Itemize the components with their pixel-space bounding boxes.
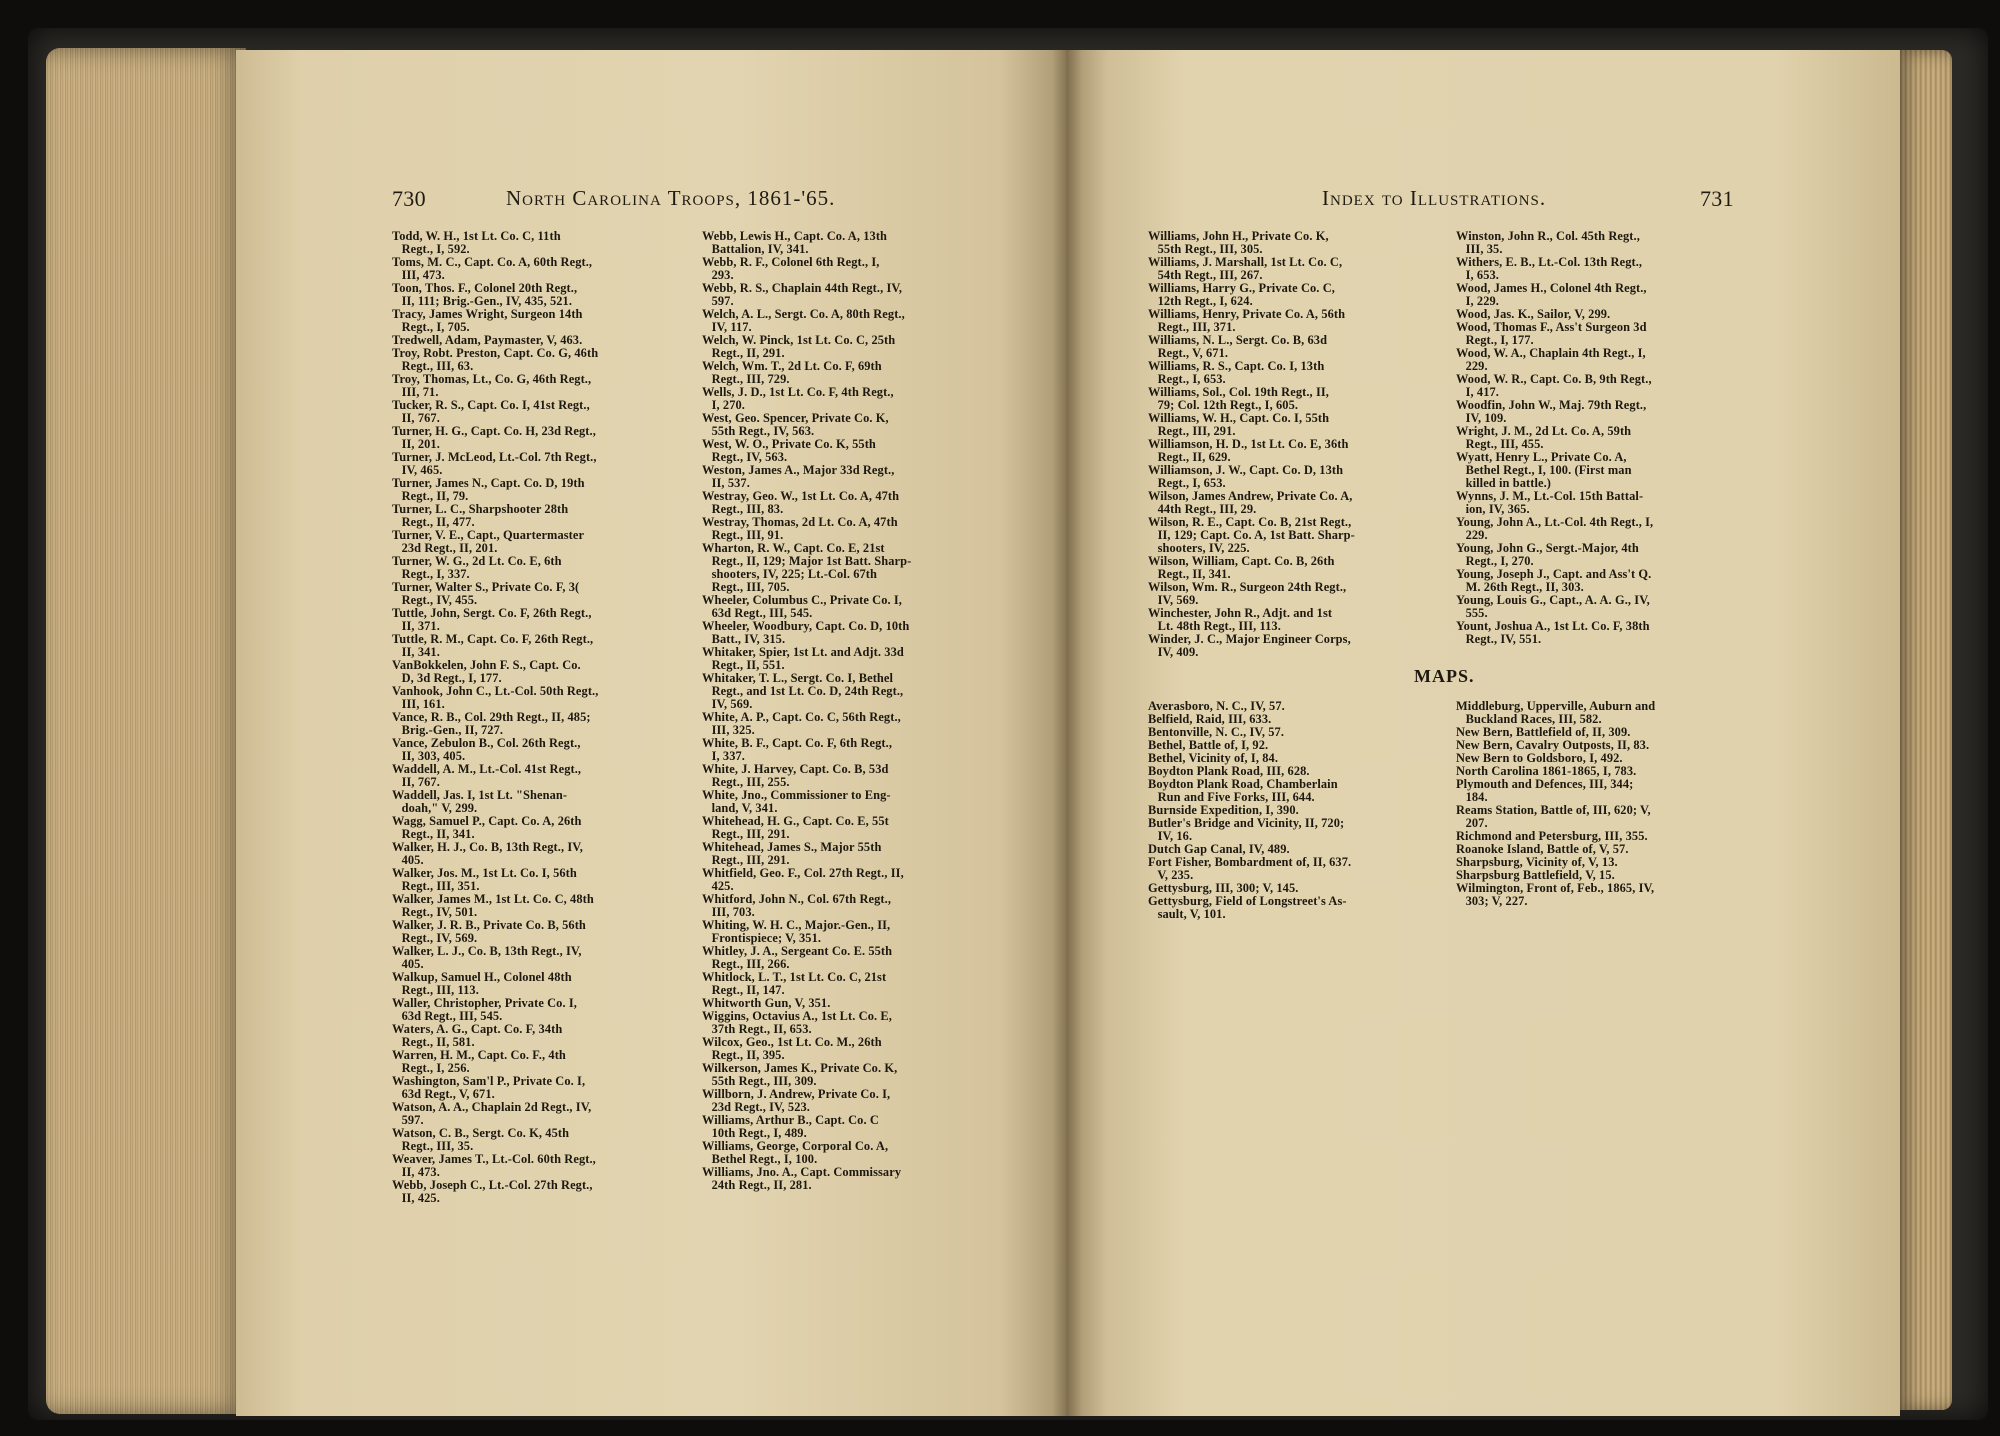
index-entry: Dutch Gap Canal, IV, 489. — [1148, 842, 1290, 856]
index-entry: Woodfin, John W., Maj. 79th Regt., IV, 109. — [1456, 398, 1647, 425]
index-entry: VanBokkelen, John F. S., Capt. Co. D, 3d Regt., I, 177. — [392, 658, 581, 685]
index-entry: Williamson, H. D., 1st Lt. Co. E, 36th Regt., II, 629. — [1148, 437, 1349, 464]
index-entry: Weston, James A., Major 33d Regt., II, 537. — [702, 463, 895, 490]
index-entry: New Bern, Cavalry Outposts, II, 83. — [1456, 738, 1650, 752]
index-entry: Gettysburg, Field of Longstreet's As- sault, V, 101. — [1148, 894, 1347, 921]
index-entry: Winchester, John R., Adjt. and 1st Lt. 48th Regt., III, 113. — [1148, 606, 1333, 633]
index-entry: Averasboro, N. C., IV, 57. — [1148, 699, 1285, 713]
index-entry: Turner, W. G., 2d Lt. Co. E, 6th Regt., I, 337. — [392, 554, 562, 581]
index-entry: Yount, Joshua A., 1st Lt. Co. F, 38th Regt., IV, 551. — [1456, 619, 1650, 646]
index-entry: Wilson, Wm. R., Surgeon 24th Regt., IV, 569. — [1148, 580, 1347, 607]
index-entry: Turner, James N., Capt. Co. D, 19th Regt., II, 79. — [392, 476, 585, 503]
index-entry: Whitehead, James S., Major 55th Regt., III, 291. — [702, 840, 882, 867]
index-entry: Winder, J. C., Major Engineer Corps, IV, 409. — [1148, 632, 1351, 659]
maps-column-1 — [1148, 700, 1438, 921]
index-entry: Turner, H. G., Capt. Co. H, 23d Regt., II, 201. — [392, 424, 596, 451]
right-running-title: Index to Illustrations. — [1322, 186, 1547, 210]
maps-column-2 — [1456, 700, 1746, 908]
index-entry: Waters, A. G., Capt. Co. F, 34th Regt., II, 581. — [392, 1022, 563, 1049]
index-entry: Whitfield, Geo. F., Col. 27th Regt., II, 425. — [702, 866, 904, 893]
index-entry: Gettysburg, III, 300; V, 145. — [1148, 881, 1299, 895]
page-edges-right — [1896, 50, 1952, 1410]
index-entry: Wagg, Samuel P., Capt. Co. A, 26th Regt., II, 341. — [392, 814, 582, 841]
index-entry: Boydton Plank Road, Chamberlain Run and Five Forks, III, 644. — [1148, 777, 1338, 804]
page-edges-left — [46, 48, 246, 1414]
index-entry: Tredwell, Adam, Paymaster, V, 463. — [392, 333, 583, 347]
index-entry: White, J. Harvey, Capt. Co. B, 53d Regt., III, 255. — [702, 762, 889, 789]
index-entry: Williams, John H., Private Co. K, 55th Regt., III, 305. — [1148, 229, 1329, 256]
index-entry: Wiggins, Octavius A., 1st Lt. Co. E, 37th Regt., II, 653. — [702, 1009, 892, 1036]
index-entry: Wilson, James Andrew, Private Co. A, 44th Regt., III, 29. — [1148, 489, 1353, 516]
index-entry: Todd, W. H., 1st Lt. Co. C, 11th Regt., I, 592. — [392, 229, 561, 256]
index-entry: Tracy, James Wright, Surgeon 14th Regt., I, 705. — [392, 307, 583, 334]
index-entry: Plymouth and Defences, III, 344; 184. — [1456, 777, 1634, 804]
index-entry: Wheeler, Woodbury, Capt. Co. D, 10th Batt., IV, 315. — [702, 619, 910, 646]
index-entry: Wilcox, Geo., 1st Lt. Co. M., 26th Regt., II, 395. — [702, 1035, 882, 1062]
index-entry: Wright, J. M., 2d Lt. Co. A, 59th Regt., III, 455. — [1456, 424, 1632, 451]
right-index-column-2 — [1456, 230, 1746, 646]
index-entry: Weaver, James T., Lt.-Col. 60th Regt., II, 473. — [392, 1152, 596, 1179]
index-entry: Whitworth Gun, V, 351. — [702, 996, 831, 1010]
book-gutter — [1052, 50, 1082, 1416]
index-entry: Whitaker, T. L., Sergt. Co. I, Bethel Regt., and 1st Lt. Co. D, 24th Regt., IV, 569. — [702, 671, 904, 711]
index-entry: Troy, Robt. Preston, Capt. Co. G, 46th Regt., III, 63. — [392, 346, 599, 373]
index-entry: Whitley, J. A., Sergeant Co. E. 55th Regt., III, 266. — [702, 944, 893, 971]
index-entry: Waddell, A. M., Lt.-Col. 41st Regt., II, 767. — [392, 762, 582, 789]
index-entry: West, Geo. Spencer, Private Co. K, 55th Regt., IV, 563. — [702, 411, 889, 438]
index-entry: Wharton, R. W., Capt. Co. E, 21st Regt., II, 129; Major 1st Batt. Sharp- shooters, IV, 225; Lt.-Col. 67th Regt., III, 705. — [702, 541, 912, 594]
index-entry: Williams, J. Marshall, 1st Lt. Co. C, 54th Regt., III, 267. — [1148, 255, 1343, 282]
index-entry: Willborn, J. Andrew, Private Co. I, 23d Regt., IV, 523. — [702, 1087, 891, 1114]
index-entry: Waller, Christopher, Private Co. I, 63d Regt., III, 545. — [392, 996, 577, 1023]
left-running-title: North Carolina Troops, 1861-'65. — [506, 186, 836, 210]
index-entry: Walker, L. J., Co. B, 13th Regt., IV, 405. — [392, 944, 582, 971]
index-entry: Tuttle, R. M., Capt. Co. F, 26th Regt., II, 341. — [392, 632, 594, 659]
index-entry: Young, John A., Lt.-Col. 4th Regt., I, 229. — [1456, 515, 1654, 542]
index-entry: Vanhook, John C., Lt.-Col. 50th Regt., III, 161. — [392, 684, 599, 711]
index-entry: Whiting, W. H. C., Major.-Gen., II, Frontispiece; V, 351. — [702, 918, 891, 945]
index-entry: Whitaker, Spier, 1st Lt. and Adjt. 33d Regt., II, 551. — [702, 645, 904, 672]
index-entry: Sharpsburg Battlefield, V, 15. — [1456, 868, 1615, 882]
index-entry: White, B. F., Capt. Co. F, 6th Regt., I, 337. — [702, 736, 893, 763]
index-entry: Wyatt, Henry L., Private Co. A, Bethel Regt., I, 100. (First man killed in battle.) — [1456, 450, 1632, 490]
index-entry: Withers, E. B., Lt.-Col. 13th Regt., I, 653. — [1456, 255, 1643, 282]
index-entry: Williams, Arthur B., Capt. Co. C 10th Regt., I, 489. — [702, 1113, 879, 1140]
index-entry: Waddell, Jas. I, 1st Lt. "Shenan- doah," V, 299. — [392, 788, 568, 815]
index-entry: Young, John G., Sergt.-Major, 4th Regt., I, 270. — [1456, 541, 1639, 568]
index-entry: Walkup, Samuel H., Colonel 48th Regt., III, 113. — [392, 970, 572, 997]
maps-heading: MAPS. — [1414, 666, 1475, 686]
index-entry: Whitehead, H. G., Capt. Co. E, 55t Regt., III, 291. — [702, 814, 889, 841]
index-entry: Westray, Thomas, 2d Lt. Co. A, 47th Regt., III, 91. — [702, 515, 898, 542]
index-entry: Toon, Thos. F., Colonel 20th Regt., II, 111; Brig.-Gen., IV, 435, 521. — [392, 281, 578, 308]
index-entry: Burnside Expedition, I, 390. — [1148, 803, 1299, 817]
index-entry: Wood, W. R., Capt. Co. B, 9th Regt., I, 417. — [1456, 372, 1652, 399]
index-entry: Richmond and Petersburg, III, 355. — [1456, 829, 1648, 843]
index-entry: Walker, H. J., Co. B, 13th Regt., IV, 405. — [392, 840, 583, 867]
index-entry: Vance, R. B., Col. 29th Regt., II, 485; Brig.-Gen., II, 727. — [392, 710, 591, 737]
index-entry: Young, Louis G., Capt., A. A. G., IV, 555. — [1456, 593, 1650, 620]
index-entry: Wells, J. D., 1st Lt. Co. F, 4th Regt., I, 270. — [702, 385, 894, 412]
right-page-number: 731 — [1700, 186, 1734, 211]
index-entry: Walker, Jos. M., 1st Lt. Co. I, 56th Regt., III, 351. — [392, 866, 577, 893]
index-entry: New Bern to Goldsboro, I, 492. — [1456, 751, 1623, 765]
index-entry: Watson, A. A., Chaplain 2d Regt., IV, 597. — [392, 1100, 592, 1127]
index-entry: Warren, H. M., Capt. Co. F., 4th Regt., I, 256. — [392, 1048, 566, 1075]
index-entry: Sharpsburg, Vicinity of, V, 13. — [1456, 855, 1618, 869]
index-entry: Fort Fisher, Bombardment of, II, 637. V, 235. — [1148, 855, 1352, 882]
index-entry: Washington, Sam'l P., Private Co. I, 63d Regt., V, 671. — [392, 1074, 586, 1101]
index-entry: Wheeler, Columbus C., Private Co. I, 63d Regt., III, 545. — [702, 593, 903, 620]
index-entry: Westray, Geo. W., 1st Lt. Co. A, 47th Regt., III, 83. — [702, 489, 900, 516]
index-entry: Bentonville, N. C., IV, 57. — [1148, 725, 1285, 739]
index-entry: Webb, Joseph C., Lt.-Col. 27th Regt., II, 425. — [392, 1178, 593, 1205]
index-entry: Williams, W. H., Capt. Co. I, 55th Regt., III, 291. — [1148, 411, 1330, 438]
index-entry: New Bern, Battlefield of, II, 309. — [1456, 725, 1631, 739]
index-entry: Williams, N. L., Sergt. Co. B, 63d Regt., V, 671. — [1148, 333, 1328, 360]
index-entry: Webb, R. S., Chaplain 44th Regt., IV, 597. — [702, 281, 903, 308]
index-entry: White, Jno., Commissioner to Eng- land, V, 341. — [702, 788, 891, 815]
index-entry: Vance, Zebulon B., Col. 26th Regt., II, 303, 405. — [392, 736, 581, 763]
index-entry: Reams Station, Battle of, III, 620; V, 207. — [1456, 803, 1651, 830]
index-entry: Roanoke Island, Battle of, V, 57. — [1456, 842, 1629, 856]
index-entry: Williamson, J. W., Capt. Co. D, 13th Regt., I, 653. — [1148, 463, 1344, 490]
index-entry: Whitford, John N., Col. 67th Regt., III, 703. — [702, 892, 892, 919]
index-entry: Williams, George, Corporal Co. A, Bethel Regt., I, 100. — [702, 1139, 889, 1166]
index-entry: Toms, M. C., Capt. Co. A, 60th Regt., III, 473. — [392, 255, 593, 282]
index-entry: Walker, J. R. B., Private Co. B, 56th Regt., IV, 569. — [392, 918, 586, 945]
index-entry: Boydton Plank Road, III, 628. — [1148, 764, 1310, 778]
index-entry: Turner, J. McLeod, Lt.-Col. 7th Regt., IV, 465. — [392, 450, 597, 477]
index-entry: Wilson, William, Capt. Co. B, 26th Regt., II, 341. — [1148, 554, 1335, 581]
left-index-column-1 — [392, 230, 680, 1205]
index-entry: Tucker, R. S., Capt. Co. I, 41st Regt., II, 767. — [392, 398, 590, 425]
index-entry: Butler's Bridge and Vicinity, II, 720; IV, 16. — [1148, 816, 1345, 843]
index-entry: Turner, V. E., Capt., Quartermaster 23d Regt., II, 201. — [392, 528, 585, 555]
index-entry: North Carolina 1861-1865, I, 783. — [1456, 764, 1637, 778]
index-entry: Wynns, J. M., Lt.-Col. 15th Battal- ion, IV, 365. — [1456, 489, 1644, 516]
index-entry: Williams, Sol., Col. 19th Regt., II, 79; Col. 12th Regt., I, 605. — [1148, 385, 1329, 412]
index-entry: Welch, Wm. T., 2d Lt. Co. F, 69th Regt., III, 729. — [702, 359, 882, 386]
index-entry: Whitlock, L. T., 1st Lt. Co. C, 21st Regt., II, 147. — [702, 970, 887, 997]
index-entry: Welch, W. Pinck, 1st Lt. Co. C, 25th Regt., II, 291. — [702, 333, 896, 360]
index-entry: Bethel, Battle of, I, 92. — [1148, 738, 1269, 752]
index-entry: Williams, R. S., Capt. Co. I, 13th Regt., I, 653. — [1148, 359, 1325, 386]
index-entry: Winston, John R., Col. 45th Regt., III, 35. — [1456, 229, 1640, 256]
index-entry: Williams, Henry, Private Co. A, 56th Regt., III, 371. — [1148, 307, 1346, 334]
index-entry: White, A. P., Capt. Co. C, 56th Regt., III, 325. — [702, 710, 901, 737]
index-entry: Wilson, R. E., Capt. Co. B, 21st Regt., II, 129; Capt. Co. A, 1st Batt. Sharp- shooters, IV, 225. — [1148, 515, 1355, 555]
index-entry: Belfield, Raid, III, 633. — [1148, 712, 1272, 726]
index-entry: Wood, James H., Colonel 4th Regt., I, 229. — [1456, 281, 1647, 308]
index-entry: Wood, Thomas F., Ass't Surgeon 3d Regt., I, 177. — [1456, 320, 1647, 347]
left-index-column-2 — [702, 230, 992, 1192]
index-entry: Middleburg, Upperville, Auburn and Buckland Races, III, 582. — [1456, 699, 1656, 726]
index-entry: Williams, Jno. A., Capt. Commissary 24th Regt., II, 281. — [702, 1165, 902, 1192]
index-entry: Webb, R. F., Colonel 6th Regt., I, 293. — [702, 255, 880, 282]
index-entry: Troy, Thomas, Lt., Co. G, 46th Regt., III, 71. — [392, 372, 592, 399]
index-entry: Wood, W. A., Chaplain 4th Regt., I, 229. — [1456, 346, 1646, 373]
index-entry: Williams, Harry G., Private Co. C, 12th Regt., I, 624. — [1148, 281, 1335, 308]
left-page-number: 730 — [392, 186, 426, 211]
index-entry: Wilmington, Front of, Feb., 1865, IV, 303; V, 227. — [1456, 881, 1655, 908]
index-entry: West, W. O., Private Co. K, 55th Regt., IV, 563. — [702, 437, 876, 464]
index-entry: Bethel, Vicinity of, I, 84. — [1148, 751, 1279, 765]
index-entry: Watson, C. B., Sergt. Co. K, 45th Regt., III, 35. — [392, 1126, 570, 1153]
index-entry: Turner, Walter S., Private Co. F, 3( Regt., IV, 455. — [392, 580, 580, 607]
index-entry: Wood, Jas. K., Sailor, V, 299. — [1456, 307, 1611, 321]
right-index-column-1 — [1148, 230, 1438, 659]
index-entry: Wilkerson, James K., Private Co. K, 55th Regt., III, 309. — [702, 1061, 898, 1088]
index-entry: Turner, L. C., Sharpshooter 28th Regt., II, 477. — [392, 502, 569, 529]
index-entry: Young, Joseph J., Capt. and Ass't Q. M. 26th Regt., II, 303. — [1456, 567, 1652, 594]
index-entry: Tuttle, John, Sergt. Co. F, 26th Regt., II, 371. — [392, 606, 592, 633]
index-entry: Welch, A. L., Sergt. Co. A, 80th Regt., IV, 117. — [702, 307, 905, 334]
index-entry: Webb, Lewis H., Capt. Co. A, 13th Battalion, IV, 341. — [702, 229, 888, 256]
index-entry: Walker, James M., 1st Lt. Co. C, 48th Regt., IV, 501. — [392, 892, 594, 919]
